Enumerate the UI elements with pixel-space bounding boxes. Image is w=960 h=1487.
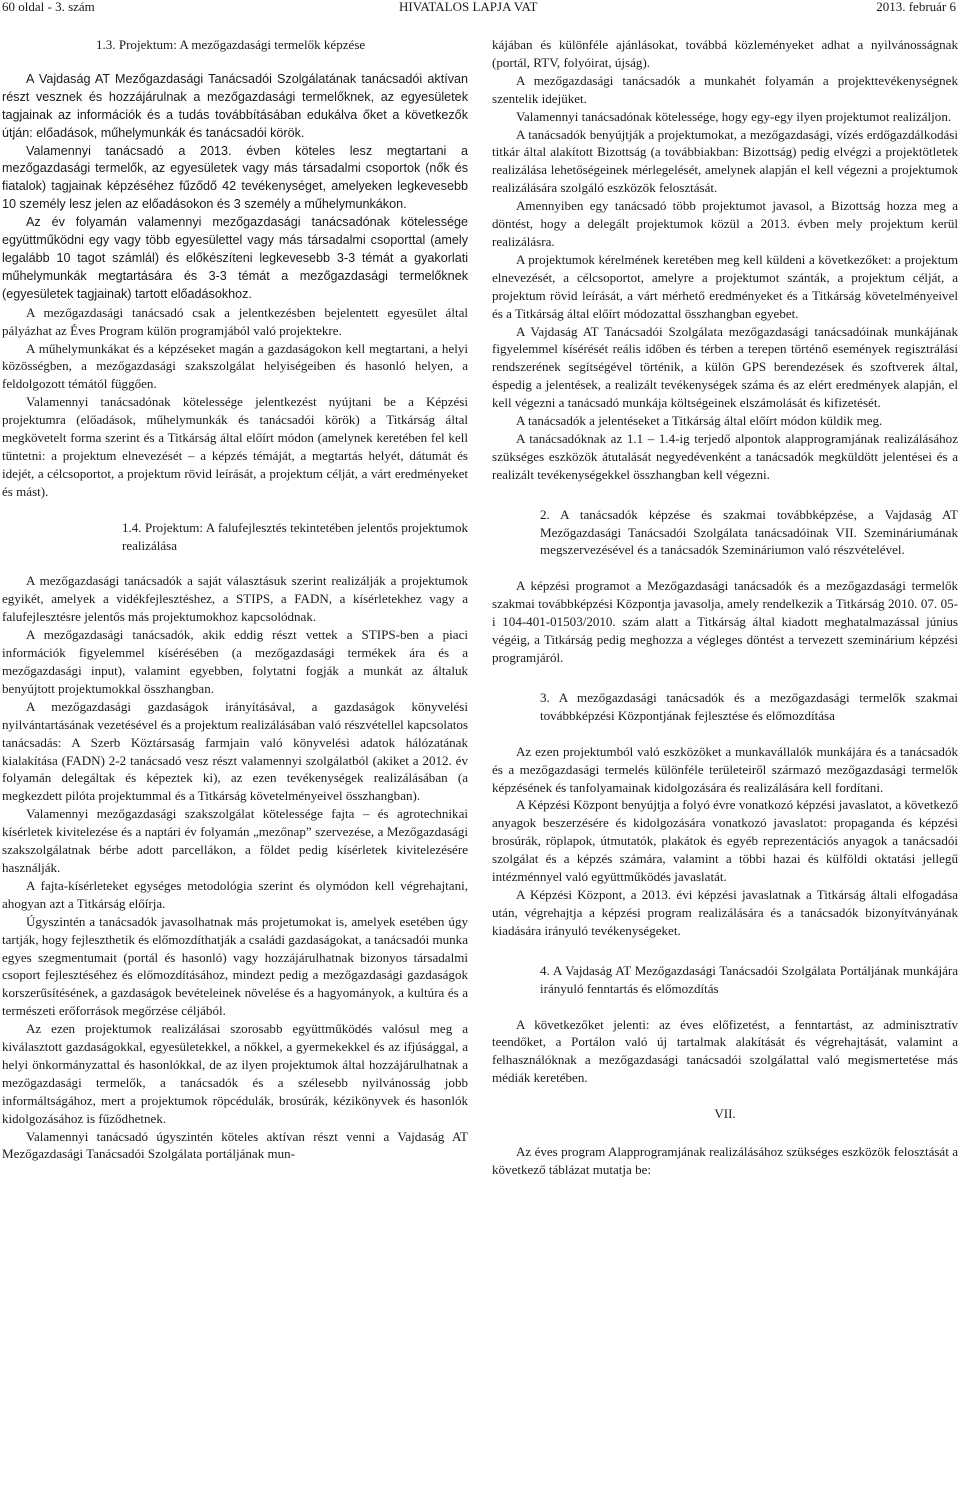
paragraph: A tanácsadók a jelentéseket a Titkárság által előírt módon küldik meg. <box>516 413 883 429</box>
paragraph: A tanácsadók benyújtják a projektumokat, a mezőgazdasági, vízés erdőgazdálkodási titkár által alakított Bizottság (a továbbiakban: Bizottság) pedig elvégzi a projektötletek realizálása lehetőségeinek mérlegelését, amelynek alapján el kell végezni a projektumok realizálására szolgáló eszközök felosztását. <box>492 126 958 196</box>
section-heading-2: 2. A tanácsadók képzése és szakmai továbbképzése, a Vajdaság AT Mezőgazdasági Tanácsadói Szolgálata tanácsadóinak VII. Szemináriumának megszervezésével és a tanácsadók Szemináriumon való részvételével. <box>540 506 958 558</box>
paragraph: A Vajdaság AT Mezőgazdasági Tanácsadói Szolgálatának tanácsadói aktívan részt vesznek és hozzájárulnak a mezőgazdasági termelőknek, az egyesületek tagjainak az információk és a tudás továbbításában edukálva őket a következők útján: előadások, műhelymunkák és tanácsadói körök. <box>2 71 468 140</box>
paragraph: A következőket jelenti: az éves előfizetést, a fenntartást, az adminisztratív teendőket, a Portálon való új tartalmak alakítását és végrehajtását, valamint a felhasználóknak a mezőgazdasági tanácsadói szolgálattal való megismertetése más médiák keretében. <box>492 1016 958 1086</box>
paragraph: A tanácsadóknak az 1.1 – 1.4-ig terjedő alpontok alapprogramjának realizálásához szükséges eszközök átutalását negyedévenként a tanácsadók megküldött jelentései és a realizált tevékenységekkel összhangban kell végezni. <box>492 430 958 482</box>
paragraph: A mezőgazdasági gazdaságok irányításával, a gazdaságok könyvelési nyilvántartásának vezetésével és a projektum realizálásában való részvétellel kapcsolatos tanácsadás: A Szerb Köztársaság farmjain való könyvelési adatok hálózatának kialakítása (FADN) 2-2 tanácsadó vesz részt valamennyi szolgálatból (akiket a 2012. év folyamán delegáltak és képeztek ki), az ezen tevékenységek realizálásában (a megkezdett pilóta projektummal és a Titkárság követelményeivel összhangban). <box>2 698 468 804</box>
paragraph: A Képzési Központ benyújtja a folyó évre vonatkozó képzési javaslatot, a következő anyagok beszerzésére és kidolgozására vonatkozó javaslatot: propaganda és képzési brosúrák, röplapok, útmutatók, plakátok és egyéb reprezentációs anyagok a tanácsadói szolgálat és a képzés számára, valamint a többi hazai és külföldi oktatási jellegű intézménnyel való együttműködés javaslatát. <box>492 797 958 885</box>
paragraph: Az év folyamán valamennyi mezőgazdasági tanácsadónak kötelessége együttműködni egy vagy több egyesülettel vagy más társadalmi csoporttal (amely legalább 10 tagot számlál) és előkészíteni legkevesebb 3-3 témát a gyakorlati műhelymunkák megtartására és 3-3 témát a mezőgazdasági termelőknek (egyesületek tagjainak) tartott előadásokhoz. <box>2 215 468 301</box>
paragraph: A Képzési Központ, a 2013. évi képzési javaslatnak a Titkárság általi elfogadása után, végrehajtja a képzési program realizálására és a tanácsadók bizonyítványának kiadására irányuló tevékenységeket. <box>492 886 958 938</box>
left-column <box>2 36 468 1163</box>
journal-title: HIVATALOS LAPJA VAT <box>399 0 538 14</box>
paragraph: A fajta-kísérleteket egységes metodológia szerint és olymódon kell végrehajtani, ahogyan azt a Titkárság előírja. <box>2 877 468 911</box>
paragraph: Úgyszintén a tanácsadók javasolhatnak más projetumokat is, amelyek esetében úgy tartják, hogy fejleszthetik és előmozdíthatják a családi gazdaságokat, a tanácsadói munka egyes szegmentumait (portál és hasonló) vagy hozzájárulhatnak bizonyos társadalmi csoport fejlesztéséhez és előmozdításához, mindezt pedig a mezőgazdasági gazdaságok korszerűsítésének, a gazdaságok bevételeinek növelése és a hagyományok, a kultúra és a természeti erőforrások megőrzése céljából. <box>2 913 468 1019</box>
paragraph: A mezőgazdasági tanácsadók a munkahét folyamán a projekttevékenységnek szentelik idejüket. <box>492 72 958 106</box>
page-number: 60 oldal - 3. szám <box>2 0 95 14</box>
paragraph: Amennyiben egy tanácsadó több projektumot javasol, a Bizottság hozza meg a döntést, hogy a delegált projektumok közül a 2013. évben mely projektum kerül realizálásra. <box>492 198 958 249</box>
paragraph: A mezőgazdasági tanácsadók a saját választásuk szerint realizálják a projektumok egyikét, amelyek a vidékfejlesztéshez, a STIPS, a FADN, a kísérletekhez vagy a falufejlesztésre jelentős más projektumokhoz kapcsolódnak. <box>2 573 468 625</box>
section-heading-1-4: 1.4. Projektum: A falufejlesztés tekintetében jelentős projektumok realizálása <box>122 519 468 553</box>
section-heading-4: 4. A Vajdaság AT Mezőgazdasági Tanácsadói Szolgálata Portáljának munkájára irányuló fenntartás és előmozdítás <box>540 962 958 996</box>
paragraph: Valamennyi tanácsadónak kötelessége, hogy egy-egy ilyen projektumot realizáljon. <box>516 108 952 124</box>
paragraph: Az ezen projektumból való eszközöket a munkavállalók munkájára és a tanácsadók és a mezőgazdasági termelés különféle területeiről származó mezőgazdasági termelők képzésének és tanfolyamainak kidolgozására és realizálására kell fordítani. <box>492 743 958 795</box>
page-header <box>0 0 960 14</box>
paragraph: Az ezen projektumok realizálásai szorosabb együttműködés valósul meg a kiválasztott gazdaságokkal, egyesületekkel, a nőkkel, a gyermekekkel és az ifjúsággal, a helyi önkormányzattal és hasonlókkal, de az ilyen projektumok által hozzájárulhatnak a mezőgazdasági termelők, a tanácsadók és a szélesebb nyilvánosság jobb informáltságához, mert a projektumok röpcédulák, brosúrák, kézikönyvek és hasonlók kidolgozásához is fűződhetnek. <box>2 1021 468 1126</box>
paragraph: A Vajdaság AT Tanácsadói Szolgálata mezőgazdasági tanácsadóinak munkájának figyelemmel kísérését reális időben és térben a terepen történő események regisztrálási rendszerének segítségével történik, a külön GPS berendezések és szoftverek által, éspedig a jelentések, a realizált tevékenységek száma és az elért eredmények alapján, el kell végezni a tanácsadó munkája költségeinek elszámolását és kifizetését. <box>492 323 958 411</box>
paragraph: A mezőgazdasági tanácsadó csak a jelentkezésben bejelentett egyesület által pályázhat az Éves Program külön programjából való projektekre. <box>2 304 468 338</box>
paragraph: A mezőgazdasági tanácsadók, akik eddig részt vettek a STIPS-ben a piaci információk figyelemmel kísérésében (a mezőgazdasági termékek ára és a mezőgazdasági input), valamint egyebben, folytatni fogják a munkát az általuk benyújtott projektumokkal összhangban. <box>2 627 468 696</box>
issue-date: 2013. február 6 <box>876 0 956 14</box>
paragraph: A képzési programot a Mezőgazdasági tanácsadók és a mezőgazdasági termelők szakmai továbbképzési Központja javasolja, amely rendelkezik a Titkárság 2010. 07. 05-i 104-401-01503/2010. szám alatt a Titkárság által kiadott meghatalmazással június végéig, a Titkárság pedig meghozza a végleges döntést a tervezett szeminárium képzési programjáról. <box>492 578 958 665</box>
right-column <box>492 36 958 1179</box>
section-heading-1-3: 1.3. Projektum: A mezőgazdasági termelők képzése <box>96 37 366 52</box>
paragraph: A műhelymunkákat és a képzéseket magán a gazdaságokon kell megtartani, a helyi közösségben, a mezőgazdasági szakszolgálat helyiségeiben és hasonló helyen, a feldolgozott témától függően. <box>2 340 468 392</box>
chapter-roman-numeral: VII. <box>714 1106 736 1122</box>
paragraph: Valamennyi mezőgazdasági szakszolgálat kötelessége fajta – és agrotechnikai kísérletek kivitelezése és a naptári év folyamán „mezőnap” szervezése, a Mezőgazdasági szakszolgálatnak bérbe adott parcellákon, a földet pedig kísérletek kivitelezésére használják. <box>2 806 468 875</box>
paragraph: Valamennyi tanácsadó úgyszintén köteles aktívan részt venni a Vajdaság AT Mezőgazdasági Tanácsadói Szolgálata portáljának mun- <box>2 1128 468 1162</box>
paragraph: kájában és különféle ajánlásokat, továbbá közleményeket adhat a nyilvánosságnak (portál, RTV, folyóirat, újság). <box>492 37 958 70</box>
paragraph: Valamennyi tanácsadónak kötelessége jelentkezést nyújtani be a Képzési projektumra (előadások, műhelymunkák és tanácsadói körök) a Titkárság által megkövetelt forma szerint és a Titkárság által előírt módon (amelynek keretében fel kell tüntetni: a projektum elnevezését – a képzés témáját, a megtartás helyét, dátumát és idejét, a célcsoportot, a projektum rövid leírását, a projektum célját, a várt eredményeket és mást). <box>2 394 468 499</box>
paragraph: Valamennyi tanácsadó a 2013. évben köteles lesz megtartani a mezőgazdasági termelők, az egyesületek vagy más társadalmi csoportok (nők és fiatalok) tagjainak képzéséhez fűződő 42 tevékenységet, amelyeken legkevesebb 10 személy lesz jelen az előadásokon és 3 személy a műhelymunkákon. <box>2 143 468 212</box>
paragraph: Az éves program Alapprogramjának realizálásához szükséges eszközök felosztását a következő táblázat mutatja be: <box>492 1144 958 1177</box>
section-heading-3: 3. A mezőgazdasági tanácsadók és a mezőgazdasági termelők szakmai továbbképzési Központjának fejlesztése és előmozdítása <box>540 689 958 723</box>
paragraph: A projektumok kérelmének keretében meg kell küldeni a következőket: a projektum elnevezését, a célcsoportot, amelyre a projektumot szánták, a projektum célját, a projektum rövid leírását, a várt mérhető eredményeket és a Titkárság követelményeivel és a Titkárság által előírt módozattal összhangban egyebet. <box>492 251 958 321</box>
